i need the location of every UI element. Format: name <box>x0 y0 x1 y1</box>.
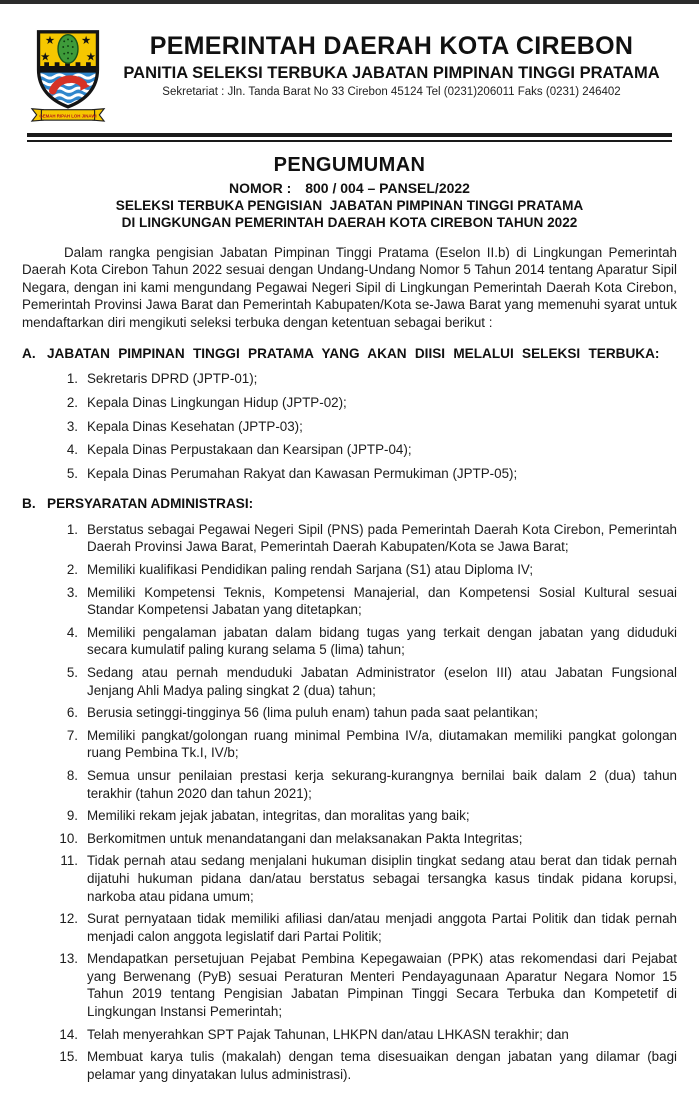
city-seal-logo <box>30 28 108 128</box>
item-number: 2. <box>66 562 78 578</box>
item-text: Memiliki pengalaman jabatan dalam bidang tugas yang terkait dengan jabatan yang diduduki secara kumulatif paling kurang selama 5 (lima) tahun; <box>87 624 677 658</box>
item-number: 13. <box>59 951 78 967</box>
announcement-title: PENGUMUMAN <box>273 153 426 176</box>
item-number: 5. <box>66 465 78 481</box>
item-number: 15. <box>59 1049 78 1065</box>
list-item <box>54 561 677 579</box>
item-text: Memiliki kualifikasi Pendidikan paling rendah Sarjana (S1) atau Diploma IV; <box>87 562 534 578</box>
item-number: 4. <box>66 624 78 640</box>
list-item <box>54 704 677 722</box>
section-b-heading <box>22 495 677 514</box>
list-item <box>54 1048 677 1083</box>
item-text: Berkomitmen untuk menandatangani dan melaksanakan Pakta Integritas; <box>87 830 523 846</box>
list-item <box>54 441 677 459</box>
letterhead <box>0 4 699 128</box>
list-item <box>54 807 677 825</box>
list-item <box>54 370 677 388</box>
svg-text:★: ★ <box>85 49 96 64</box>
item-number: 1. <box>66 371 78 387</box>
list-item <box>54 465 677 483</box>
item-number: 4. <box>66 442 78 458</box>
list-item <box>54 852 677 905</box>
item-number: 7. <box>66 727 78 743</box>
item-text: Kepala Dinas Lingkungan Hidup (JPTP-02); <box>87 394 347 410</box>
section-a-label: A. <box>22 345 36 361</box>
number-label: NOMOR : <box>229 179 292 196</box>
item-number: 6. <box>66 705 78 721</box>
item-number: 3. <box>66 418 78 434</box>
list-item <box>54 521 677 556</box>
item-text: Mendapatkan persetujuan Pejabat Pembina Kepegawaian (PPK) atas rekomendasi dari Pejabat yang Berwenang (PyB) sesuai Peraturan Menteri Pendayagunaan Aparatur Negara Nomor 15 Tahun 2019 tentang Pengisian Jabatan Pimpinan Tinggi Secara Terbuka dan Kompetetif di Lingkungan Instansi Pemerintah; <box>87 951 677 1020</box>
item-number: 9. <box>66 808 78 824</box>
item-number: 14. <box>59 1026 78 1042</box>
list-item <box>54 624 677 659</box>
item-text: Kepala Dinas Perumahan Rakyat dan Kawasan Permukiman (JPTP-05); <box>87 465 518 481</box>
item-text: Memiliki Kompetensi Teknis, Kompetensi Manajerial, dan Kompetensi Sosial Kultural sesuai Standar Kompetensi Jabatan yang ditetapkan; <box>87 584 677 618</box>
item-number: 3. <box>66 584 78 600</box>
section-a-title: JABATAN PIMPINAN TINGGI PRATAMA YANG AKAN DIISI MELALUI SELEKSI TERBUKA: <box>47 345 660 361</box>
svg-text:★: ★ <box>80 33 92 48</box>
item-number: 1. <box>66 521 78 537</box>
subject-line-2: DI LINGKUNGAN PEMERINTAH DAERAH KOTA CIREBON TAHUN 2022 <box>121 214 578 230</box>
svg-text:★: ★ <box>40 49 51 64</box>
list-item <box>54 418 677 436</box>
item-text: Membuat karya tulis (makalah) dengan tema disesuaikan dengan jabatan yang dilamar (bagi pelamar yang dinyatakan lulus administrasi). <box>87 1049 677 1082</box>
item-text: Kepala Dinas Kesehatan (JPTP-03); <box>87 418 303 434</box>
motto-ribbon-text: GEMAH RIPAH LOH JINAWI <box>39 113 97 119</box>
list-item <box>54 950 677 1020</box>
item-text: Berstatus sebagai Pegawai Negeri Sipil (PNS) pada Pemerintah Daerah Kota Cirebon, Pemerintah Daerah Provinsi Jawa Barat, Pemerintah Daerah Kabupaten/Kota se Jawa Barat; <box>87 521 677 555</box>
committee-subtitle: PANITIA SELEKSI TERBUKA JABATAN PIMPINAN TINGGI PRATAMA <box>123 64 660 82</box>
secretariat-address: Sekretariat : Jln. Tanda Barat No 33 Cirebon 45124 Tel (0231)206011 Faks (0231) 246402 <box>162 86 621 98</box>
item-text: Telah menyerahkan SPT Pajak Tahunan, LHKPN dan/atau LHKASN terakhir; dan <box>87 1026 569 1042</box>
item-text: Semua unsur penilaian prestasi kerja sekurang-kurangnya bernilai baik dalam 2 (dua) tahun terakhir (tahun 2020 dan tahun 2021); <box>87 767 677 801</box>
section-b-list <box>54 521 677 1084</box>
item-text: Berusia setinggi-tingginya 56 (lima puluh enam) tahun pada saat pelantikan; <box>87 705 539 721</box>
item-text: Memiliki pangkat/golongan ruang minimal Pembina IV/a, diutamakan memiliki pangkat golongan ruang Pembina Tk.I, IV/b; <box>87 727 677 761</box>
section-b-title: PERSYARATAN ADMINISTRASI: <box>47 496 254 512</box>
svg-text:★: ★ <box>44 33 56 48</box>
item-text: Sedang atau pernah menduduki Jabatan Administrator (eselon III) atau Jabatan Fungsional Jenjang Ahli Madya paling singkat 2 (dua) tahun; <box>87 664 677 698</box>
list-item <box>54 767 677 802</box>
subject-line-1: SELEKSI TERBUKA PENGISIAN JABATAN PIMPINAN TINGGI PRATAMA <box>115 197 584 213</box>
letterhead-text <box>108 28 675 98</box>
document-body <box>0 154 699 1084</box>
item-number: 10. <box>59 830 78 846</box>
cirebon-coat-of-arms-icon <box>30 28 106 123</box>
list-item <box>54 394 677 412</box>
list-item <box>54 910 677 945</box>
agency-title: PEMERINTAH DAERAH KOTA CIREBON <box>149 32 634 60</box>
item-text: Kepala Dinas Perpustakaan dan Kearsipan (JPTP-04); <box>87 442 412 458</box>
number-value: 800 / 004 – PANSEL/2022 <box>305 179 470 196</box>
section-b-label: B. <box>22 496 36 512</box>
list-item <box>54 584 677 619</box>
item-number: 12. <box>59 911 78 927</box>
list-item <box>54 727 677 762</box>
letterhead-rule <box>27 133 672 142</box>
item-text: Sekretaris DPRD (JPTP-01); <box>87 371 258 387</box>
list-item <box>54 664 677 699</box>
intro-paragraph: Dalam rangka pengisian Jabatan Pimpinan Tinggi Pratama (Eselon II.b) di Lingkungan Pemerintah Daerah Kota Cirebon Tahun 2022 sesuai dengan Undang-Undang Nomor 5 Tahun 2014 tentang Aparatur Sipil Negara, dengan ini kami mengundang Pegawai Negeri Sipil di Lingkungan Pemerintah Daerah Kota Cirebon, Pemerintah Provinsi Jawa Barat dan Pemerintah Kabupaten/Kota se-Jawa Barat yang memenuhi syarat untuk mendaftarkan diri mengikuti seleksi terbuka dengan ketentuan sebagai berikut : <box>22 244 677 330</box>
announcement-number <box>22 180 677 196</box>
item-number: 2. <box>66 394 78 410</box>
item-number: 11. <box>60 853 78 869</box>
item-text: Tidak pernah atau sedang menjalani hukuman disiplin tingkat sedang atau berat dan tidak pernah dijatuhi hukuman pidana dan/atau berstatus sebagai tersangka kasus tindak pidana korupsi, narkoba atau pidana umum; <box>87 853 677 904</box>
item-text: Memiliki rekam jejak jabatan, integritas, dan moralitas yang baik; <box>87 808 470 824</box>
list-item <box>54 1026 677 1044</box>
section-a-heading <box>22 345 677 364</box>
item-number: 8. <box>66 767 78 783</box>
list-item <box>54 830 677 848</box>
section-a-list <box>54 370 677 482</box>
item-text: Surat pernyataan tidak memiliki afiliasi dan/atau menjadi anggota Partai Politik dan tidak pernah menjadi calon anggota legislatif dari Partai Politik; <box>87 911 677 944</box>
item-number: 5. <box>66 664 78 680</box>
